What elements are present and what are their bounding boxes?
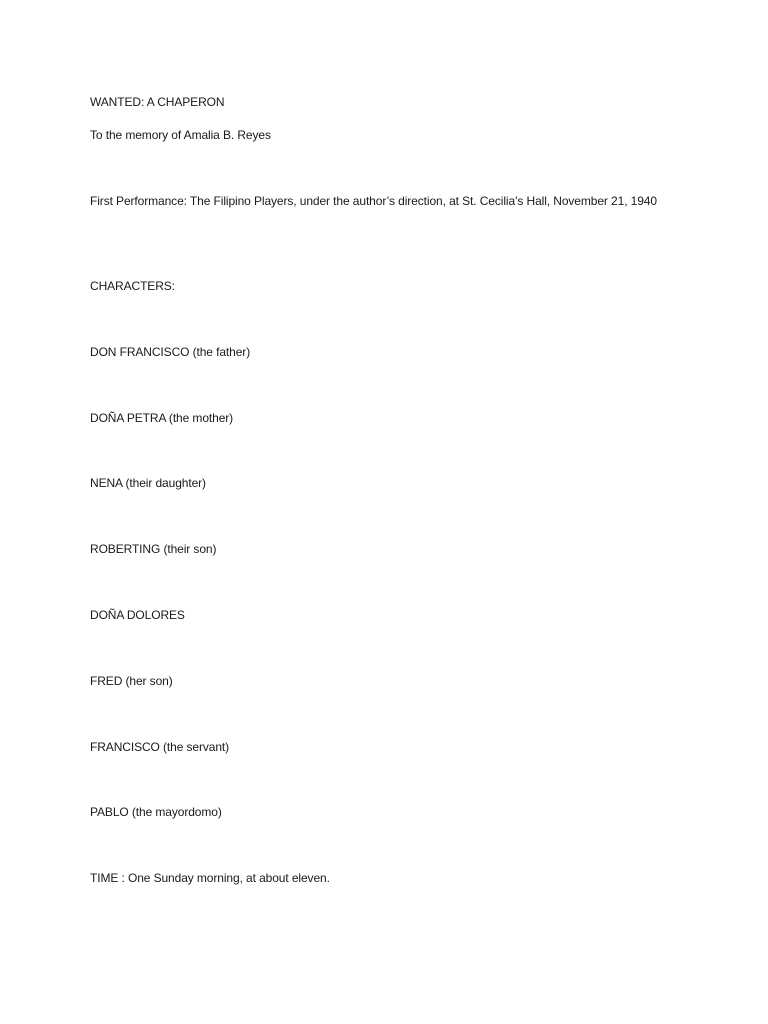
time-note: TIME : One Sunday morning, at about eleven. bbox=[90, 871, 330, 885]
first-performance-note: First Performance: The Filipino Players, under the author’s direction, at St. Cecilia’s Hall, November 21, 1940 bbox=[90, 194, 657, 208]
character-list-item: PABLO (the mayordomo) bbox=[90, 805, 222, 819]
character-list-item: FRED (her son) bbox=[90, 674, 173, 688]
character-list-item: DOÑA DOLORES bbox=[90, 608, 185, 622]
character-list-item: DON FRANCISCO (the father) bbox=[90, 345, 251, 359]
character-list-item: DOÑA PETRA (the mother) bbox=[90, 411, 234, 425]
characters-heading: CHARACTERS: bbox=[90, 279, 175, 293]
document-title: WANTED: A CHAPERON bbox=[90, 95, 225, 109]
dedication: To the memory of Amalia B. Reyes bbox=[90, 128, 271, 142]
character-list-item: NENA (their daughter) bbox=[90, 476, 206, 490]
character-list-item: ROBERTING (their son) bbox=[90, 542, 217, 556]
character-list-item: FRANCISCO (the servant) bbox=[90, 740, 230, 754]
